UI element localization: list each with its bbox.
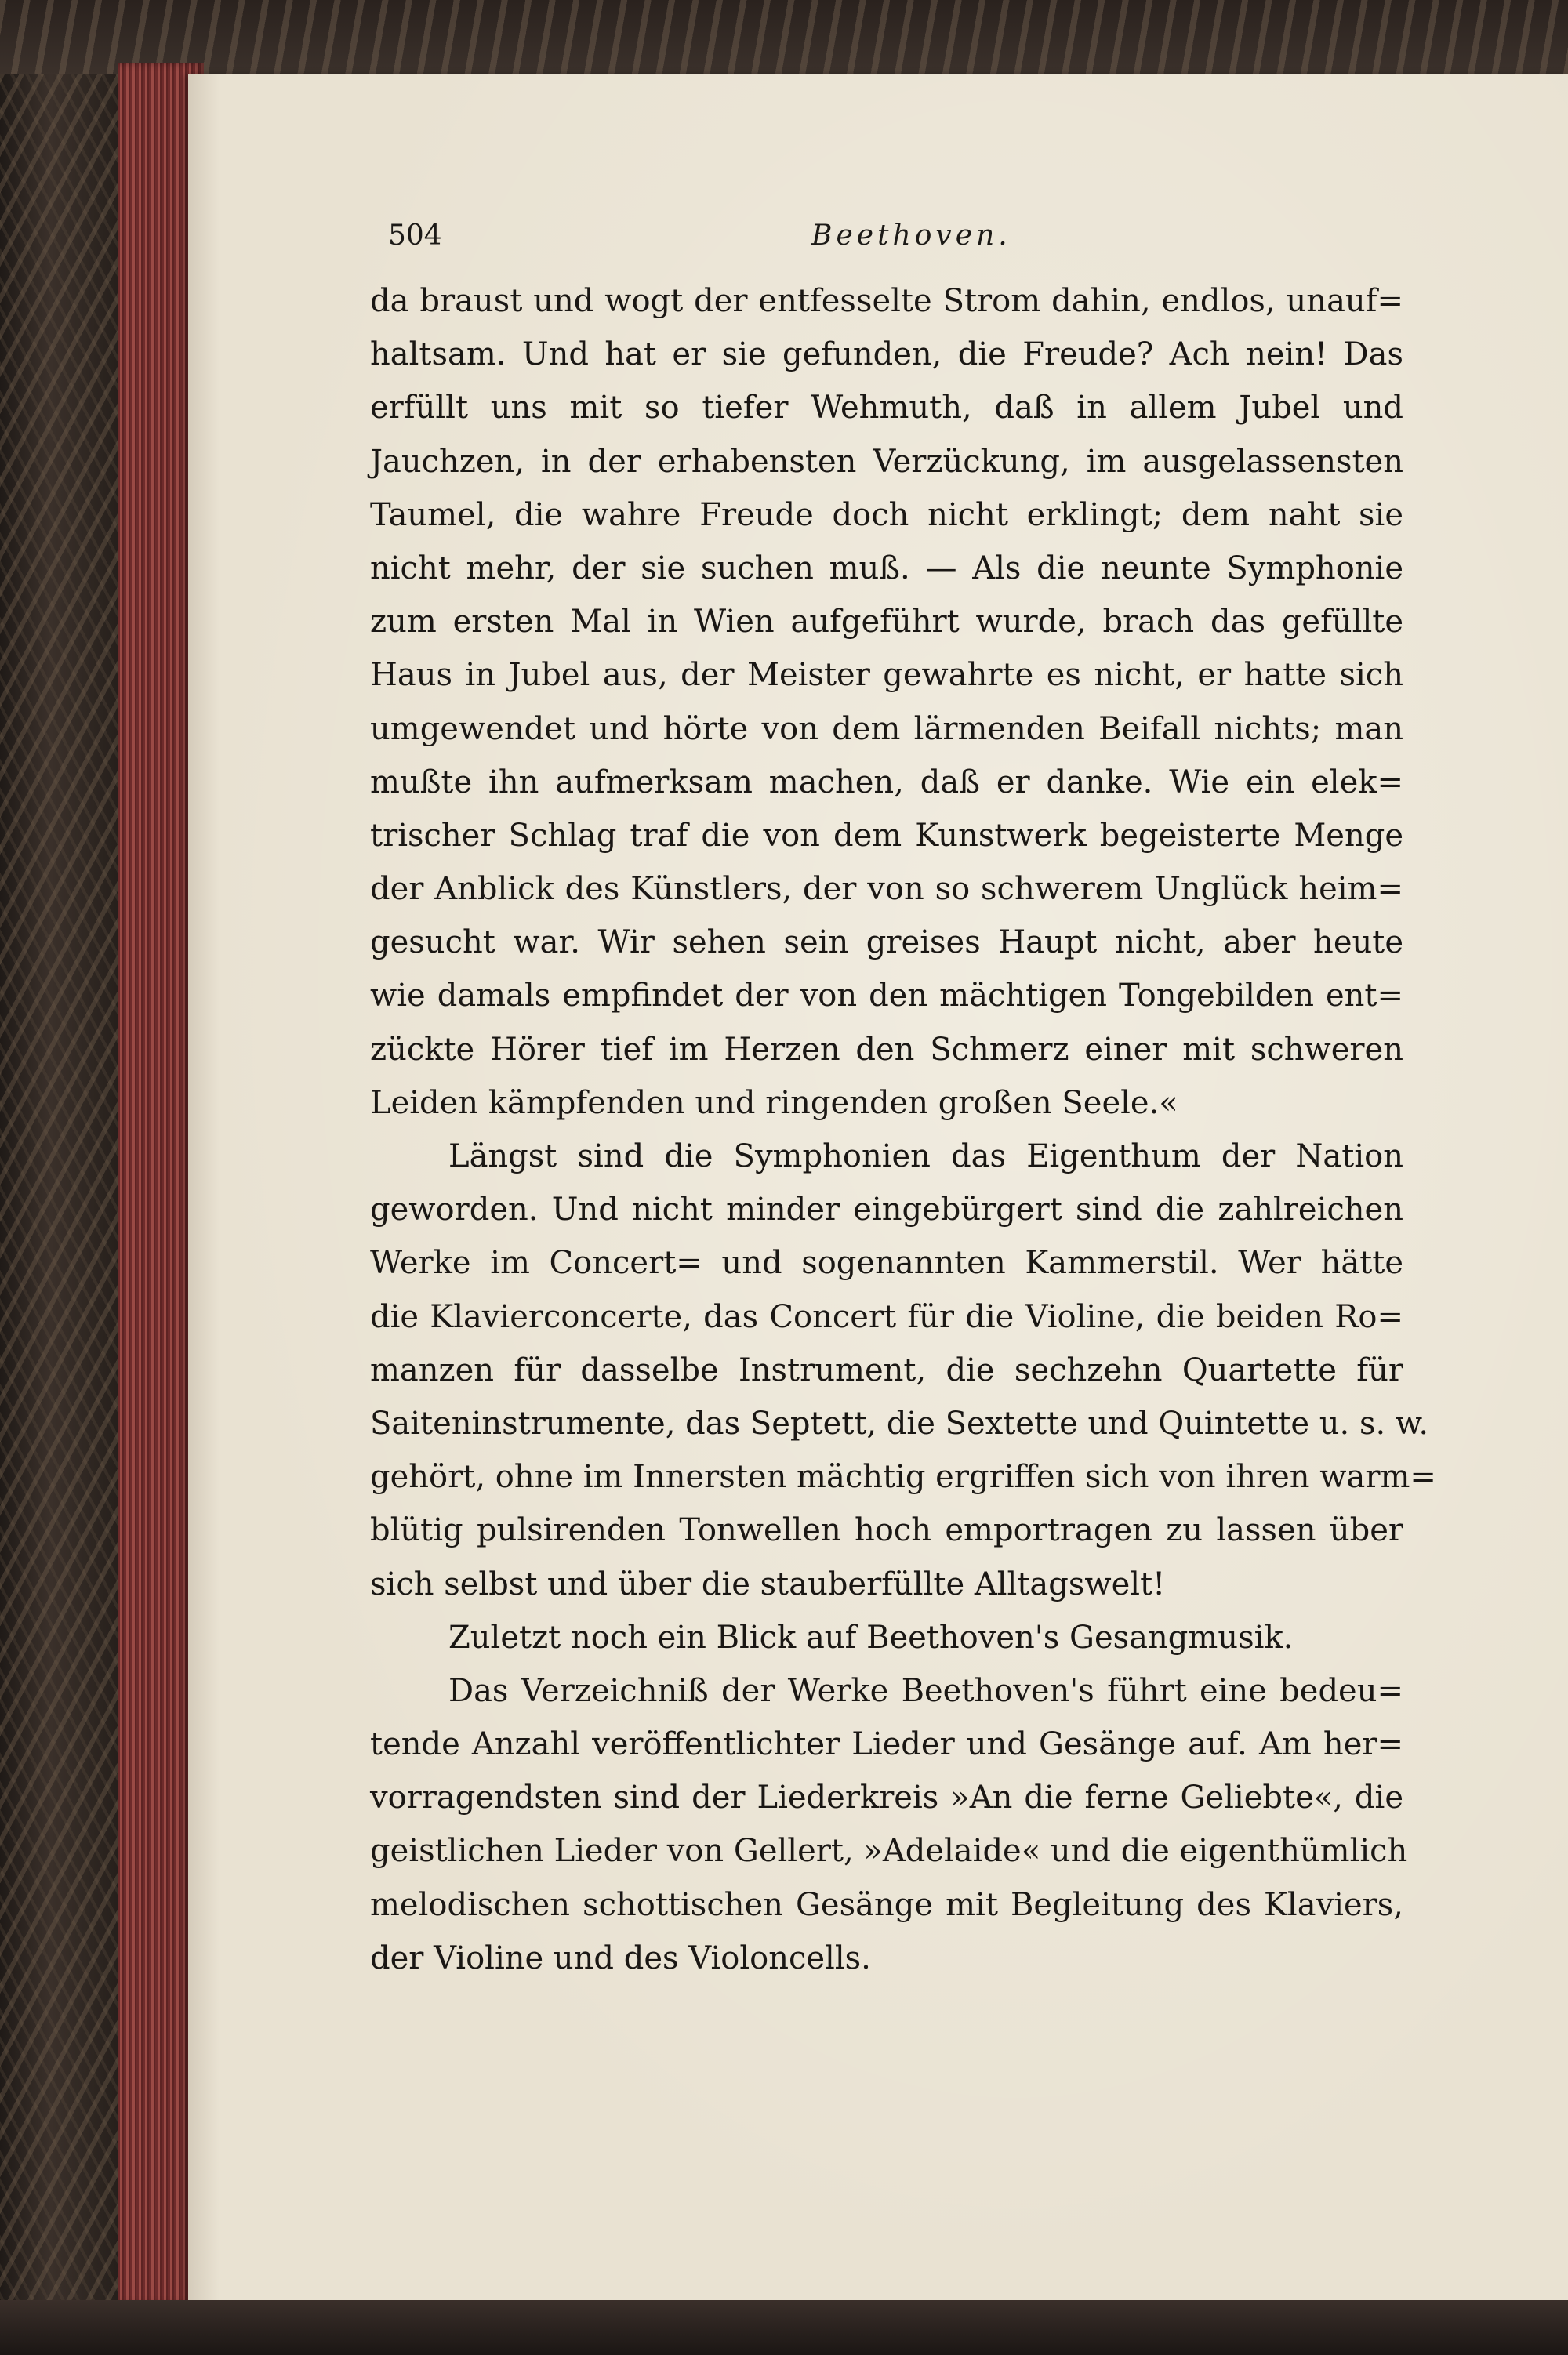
text-line: haltsam. Und hat er sie gefunden, die Freude? Ach nein! Das	[370, 336, 1403, 373]
text-line: zum ersten Mal in Wien aufgeführt wurde, brach das gefüllte	[370, 604, 1403, 640]
text-line: sich selbst und über die stauberfüllte Alltagswelt!	[370, 1566, 1166, 1602]
text-line: Saiteninstrumente, das Septett, die Sextette und Quintette u. s. w.	[370, 1405, 1429, 1442]
text-line: da braust und wogt der entfesselte Strom dahin, endlos, unauf=	[370, 283, 1403, 319]
text-line: die Klavierconcerte, das Concert für die Violine, die beiden Ro=	[370, 1298, 1403, 1335]
text-line: gehört, ohne im Innersten mächtig ergriffen sich von ihren warm=	[370, 1459, 1436, 1496]
text-line: melodischen schottischen Gesänge mit Begleitung des Klaviers,	[370, 1886, 1403, 1923]
book-cover-bottom	[0, 2300, 1568, 2355]
text-line: Längst sind die Symphonien das Eigenthum der Nation	[448, 1138, 1403, 1174]
text-line: zückte Hörer tief im Herzen den Schmerz einer mit schweren	[370, 1031, 1403, 1068]
text-line: umgewendet und hörte von dem lärmenden Beifall nichts; man	[370, 710, 1403, 747]
text-line: mußte ihn aufmerksam machen, daß er danke. Wie ein elek=	[370, 764, 1403, 800]
book-cover-top	[0, 0, 1568, 74]
text-line: geistlichen Lieder von Gellert, »Adelaide« und die eigenthümlich	[370, 1833, 1408, 1870]
text-line: erfüllt uns mit so tiefer Wehmuth, daß in allem Jubel und	[370, 390, 1403, 426]
text-line: geworden. Und nicht minder eingebürgert sind die zahlreichen	[370, 1192, 1403, 1228]
text-line: trischer Schlag traf die von dem Kunstwerk begeisterte Menge	[370, 817, 1403, 854]
text-line: blütig pulsirenden Tonwellen hoch emportragen zu lassen über	[370, 1512, 1403, 1549]
body-text	[370, 274, 1436, 1985]
text-line: Werke im Concert= und sogenannten Kammerstil. Wer hätte	[370, 1245, 1403, 1282]
text-line: Taumel, die wahre Freude doch nicht erklingt; dem naht sie	[370, 496, 1403, 533]
text-line: vorragendsten sind der Liederkreis »An die ferne Geliebte«, die	[370, 1780, 1403, 1816]
text-line: wie damals empfindet der von den mächtigen Tongebilden ent=	[370, 978, 1403, 1014]
page-number: 504	[388, 220, 442, 252]
text-line: manzen für dasselbe Instrument, die sechzehn Quartette für	[370, 1352, 1403, 1388]
text-line: Haus in Jubel aus, der Meister gewahrte es nicht, er hatte sich	[370, 657, 1403, 694]
text-line: gesucht war. Wir sehen sein greises Haupt nicht, aber heute	[370, 924, 1403, 961]
text-line: Das Verzeichniß der Werke Beethoven's führt eine bedeu=	[448, 1672, 1403, 1709]
text-line: Jauchzen, in der erhabensten Verzückung, im ausgelassensten	[370, 443, 1403, 480]
page-header	[388, 220, 1407, 254]
book-cover-left	[0, 0, 125, 2355]
text-line: nicht mehr, der sie suchen muß. — Als die neunte Symphonie	[370, 550, 1403, 586]
text-line: Leiden kämpfenden und ringenden großen Seele.«	[370, 1084, 1178, 1121]
text-line: tende Anzahl veröffentlichter Lieder und Gesänge auf. Am her=	[370, 1726, 1403, 1763]
text-line: Zuletzt noch ein Blick auf Beethoven's Gesangmusik.	[448, 1619, 1294, 1656]
text-line: der Anblick des Künstlers, der von so schwerem Unglück heim=	[370, 871, 1403, 908]
running-head: Beethoven.	[811, 220, 1011, 252]
text-line: der Violine und des Violoncells.	[370, 1940, 871, 1976]
